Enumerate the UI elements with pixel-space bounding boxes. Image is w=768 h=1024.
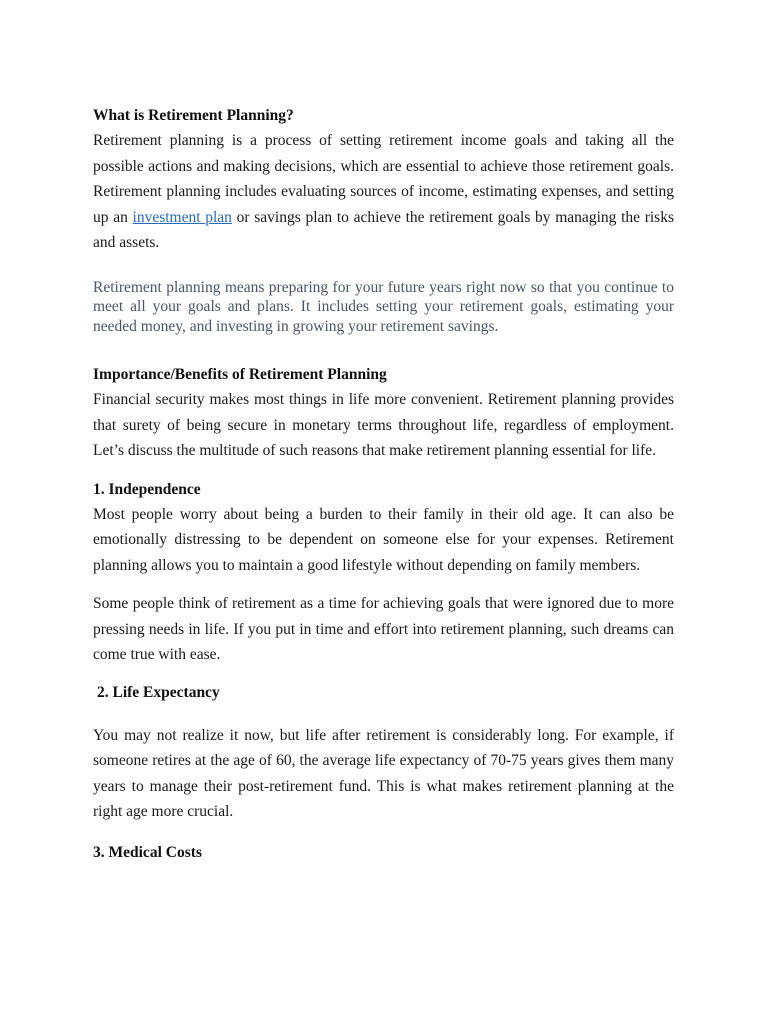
medical-costs-heading: 3. Medical Costs — [93, 843, 202, 861]
what-is-retirement-planning-heading: What is Retirement Planning? — [93, 107, 294, 124]
independence-paragraph-1: Most people worry about being a burden to their family in their old age. It can also be emotionally distressing to be dependent on someone else for your expenses. Retirement planning allows you to maintain a good lifestyle without depending on family members. — [93, 505, 674, 574]
investment-plan-link[interactable]: investment plan — [132, 208, 232, 226]
what-para-text-start: Retirement planning is a process of setting retirement income goals and taking all the possible actions and making decisions, which are essential to achieve those retirement goals. Retirement planning includes evaluating sources of income, estimating expenses, and setting up an — [93, 132, 674, 226]
independence-heading: 1. Independence — [93, 480, 201, 498]
independence-paragraph-2: Some people think of retirement as a time for achieving goals that were ignored due to more pressing needs in life. If you put in time and effort into retirement planning, such dreams can come true with ease. — [93, 595, 674, 663]
what-is-paragraph — [93, 128, 674, 256]
what-para-text-end: or savings plan to achieve the retirement goals by managing the risks and assets. — [93, 208, 674, 251]
life-expectancy-paragraph: You may not realize it now, but life after retirement is considerably long. For example, if someone retires at the age of 60, the average life expectancy of 70-75 years gives them many years to manage their post-retirement fund. This is what makes retirement planning at the right age more crucial. — [93, 726, 674, 820]
importance-heading: Importance/Benefits of Retirement Planning — [93, 366, 387, 383]
retirement-quote-paragraph: Retirement planning means preparing for your future years right now so that you continue to meet all your goals and plans. It includes setting your retirement goals, estimating your needed money, and investing in growing your retirement savings. — [93, 278, 674, 335]
document-page — [93, 100, 674, 865]
importance-paragraph: Financial security makes most things in life more convenient. Retirement planning provides that surety of being secure in monetary terms throughout life, regardless of employment. Let’s discuss the multitude of such reasons that make retirement planning essential for life. — [93, 391, 674, 459]
life-expectancy-heading: 2. Life Expectancy — [97, 683, 220, 701]
